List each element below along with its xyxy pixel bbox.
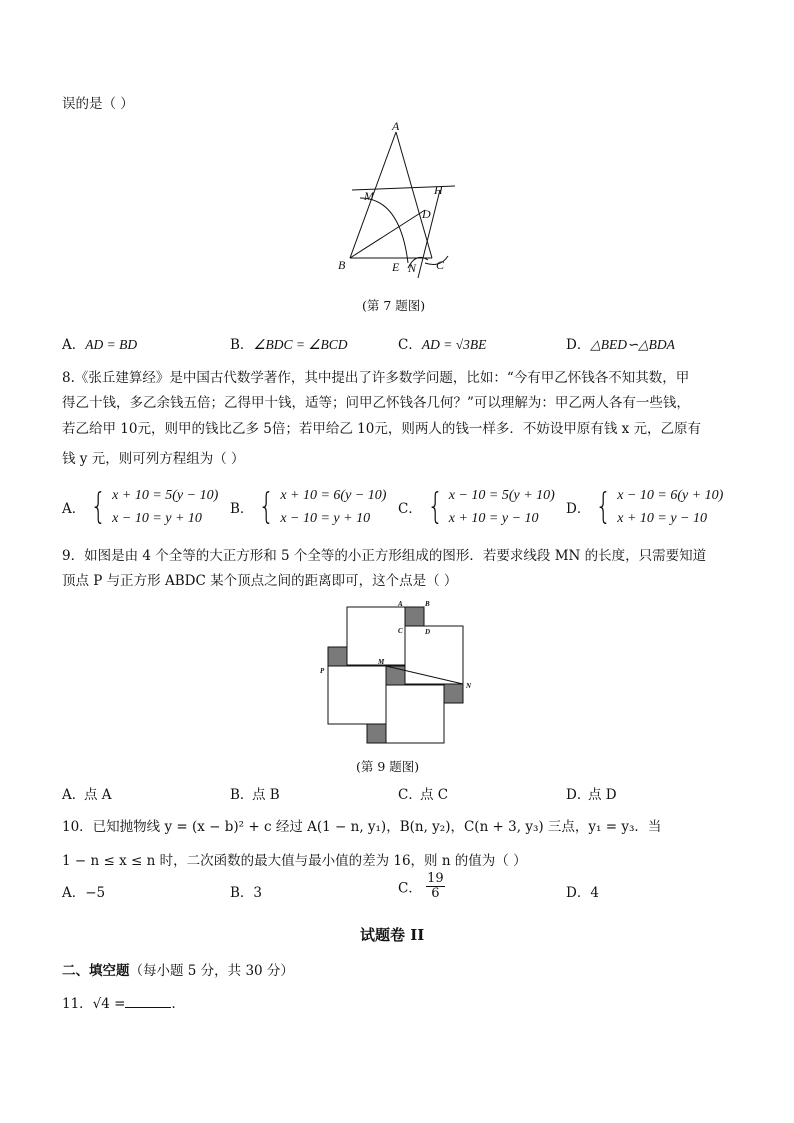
label-D: D (425, 628, 431, 636)
q9-figure-caption: (第 9 题图) (356, 759, 420, 774)
q8-option-d[interactable]: D． { x − 10 = 6(y + 10) x + 10 = y − 10 (566, 486, 724, 527)
q9-option-d-text[interactable]: 点 D (588, 787, 617, 803)
label-N: N (466, 682, 472, 690)
q8-stem-line2: 得乙十钱，多乙余钱五倍；乙得甲十钱，适等；问甲乙怀钱各几何？”可以理解为：甲乙两人各有一些钱， (62, 395, 690, 411)
label-D: D (422, 207, 431, 221)
q9-stem-line1: 9．如图是由 4 个全等的大正方形和 5 个全等的小正方形组成的图形．若要求线段 MN 的长度，只需要知道 (62, 548, 707, 564)
q9-figure (318, 598, 478, 750)
big-square-bottom-right (386, 685, 444, 743)
q8-option-c[interactable]: C． { x − 10 = 5(y + 10) x + 10 = y − 10 (398, 486, 555, 527)
q7-figure-caption: (第 7 题图) (362, 298, 426, 313)
label-B: B (338, 258, 346, 272)
q7-option-d[interactable]: D．△BED∽△BDA (566, 337, 675, 353)
q9-option-b-text[interactable]: 点 B (252, 787, 280, 803)
q8-stem-line4: 钱 y 元，则可列方程组为（ ） (62, 451, 245, 467)
q7-option-b[interactable]: B．∠BDC = ∠BCD (230, 337, 348, 353)
label-C: C (436, 258, 445, 272)
label-A: A (398, 600, 403, 608)
big-square-bottom-left (328, 666, 386, 724)
q11: 11．√4 = ． (62, 996, 185, 1012)
arc-MN (360, 198, 408, 263)
segment-AC (396, 132, 432, 258)
q7-stem-tail: 误的是（ ） (62, 96, 134, 112)
q8-stem-line1: 8.《张丘建算经》是中国古代数学著作，其中提出了许多数学问题，比如：“今有甲乙怀钱各不知其数，甲 (62, 370, 690, 386)
q10-stem-line1: 10．已知抛物线 y = (x − b)² + c 经过 A(1 − n, y₁)，B(n, y₂)，C(n + 3, y₃) 三点，y₁ = y₃．当 (62, 819, 662, 835)
small-square-P (328, 647, 347, 666)
label-A: A (392, 119, 400, 133)
q8-option-a[interactable]: A． { x + 10 = 5(y − 10) x − 10 = y + 10 (62, 486, 219, 527)
q9-option-d[interactable]: D． (566, 787, 591, 803)
small-square-N (444, 684, 463, 703)
q7-figure (330, 118, 470, 283)
q10-option-d[interactable]: D．4 (566, 885, 599, 901)
q10-stem-line2: 1 − n ≤ x ≤ n 时，二次函数的最大值与最小值的差为 16，则 n 的值为（ ） (62, 853, 527, 869)
label-H: H (434, 183, 443, 197)
q8-stem-line3: 若乙给甲 10元，则甲的钱比乙多 5倍；若甲给乙 10元，则两人的钱一样多．不妨设甲原有钱 x 元，乙原有 (62, 421, 702, 437)
big-square-top-left (347, 607, 405, 665)
label-B: B (425, 600, 430, 608)
section-heading: 二、填空题（每小题 5 分，共 30 分） (62, 963, 294, 979)
big-square-top-right (405, 626, 463, 684)
q11-answer-blank[interactable] (125, 995, 171, 1008)
q7-option-c[interactable]: C．AD = √3BE (398, 337, 487, 353)
label-P: P (320, 667, 325, 675)
q8-option-b[interactable]: B． { x + 10 = 6(y − 10) x − 10 = y + 10 (230, 486, 387, 527)
q10-option-a[interactable]: A．−5 (62, 885, 106, 901)
q9-option-c-text[interactable]: 点 C (420, 787, 449, 803)
label-C: C (398, 627, 403, 635)
small-square-ABDC (405, 607, 424, 626)
label-N: N (408, 261, 417, 275)
label-M: M (364, 189, 374, 203)
q9-option-c[interactable]: C． (398, 787, 422, 803)
q7-option-a[interactable]: A．AD = BD (62, 337, 138, 353)
q9-option-b[interactable]: B． (230, 787, 254, 803)
small-square-M (386, 666, 405, 685)
q9-option-a-text[interactable]: 点 A (84, 787, 112, 803)
fraction: $\frac{19}{6}$ (427, 871, 444, 901)
q10-option-b[interactable]: B．3 (230, 885, 263, 901)
q10-option-c[interactable]: C． $\frac{19}{6}$ (398, 871, 444, 901)
q9-stem-line2: 顶点 P 与正方形 ABDC 某个顶点之间的距离即可，这个点是（ ） (62, 573, 458, 589)
small-square-bottom (367, 724, 386, 743)
part-title: 试题卷 II (360, 926, 425, 944)
segment-BD (350, 210, 425, 258)
label-E: E (392, 260, 400, 274)
label-M: M (378, 658, 385, 666)
q9-option-a[interactable]: A． (62, 787, 86, 803)
